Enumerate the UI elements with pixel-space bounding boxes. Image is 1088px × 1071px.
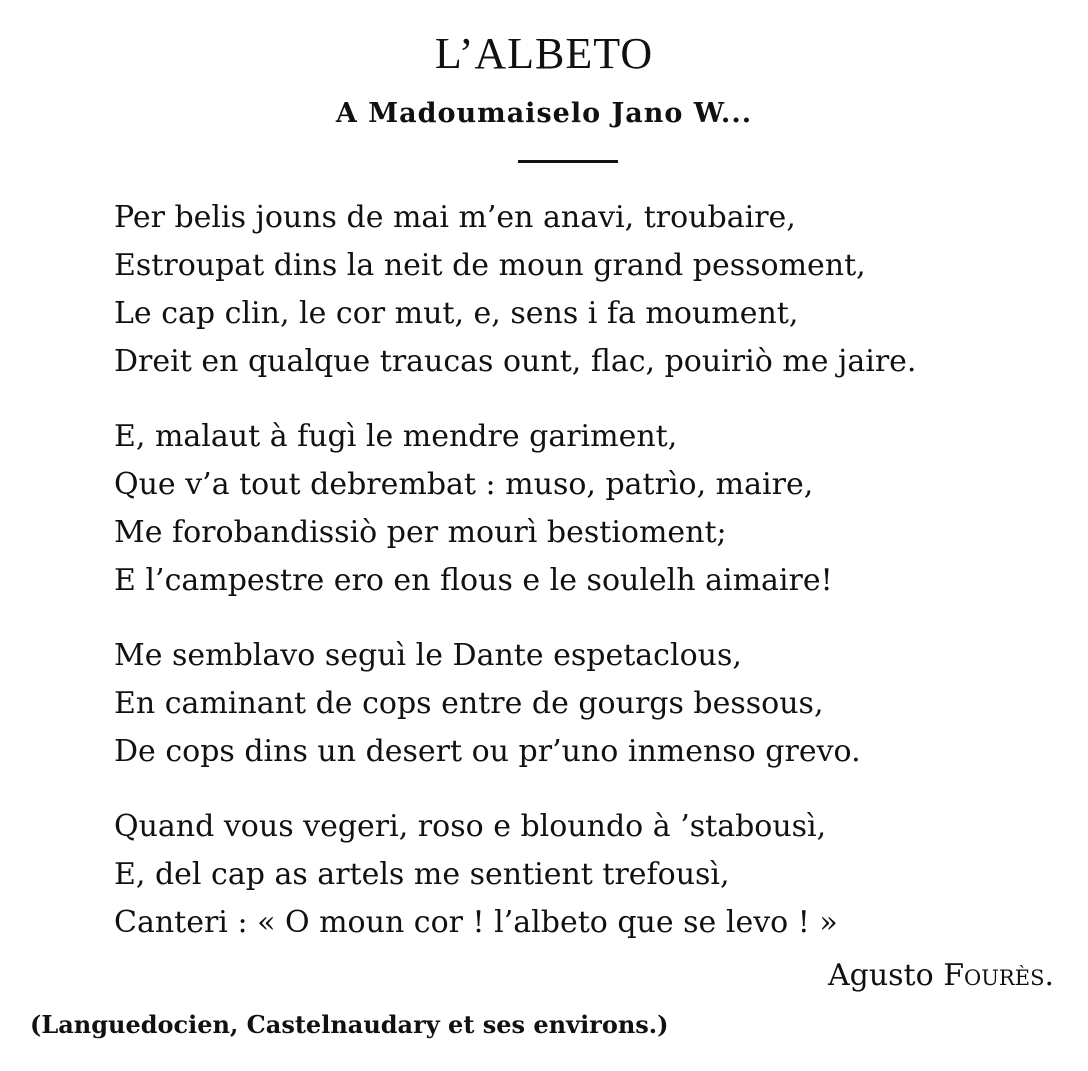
verse-line: Me semblavo seguì le Dante espetaclous, bbox=[114, 638, 742, 673]
verse-line: Le cap clin, le cor mut, e, sens i fa moument, bbox=[114, 296, 799, 331]
stanza-2 bbox=[114, 413, 1074, 605]
verse-line: Me forobandissiò per mourì bestioment; bbox=[114, 515, 727, 550]
poem-body bbox=[114, 194, 1074, 974]
verse-line: Per belis jouns de mai m’en anavi, troubaire, bbox=[114, 200, 796, 235]
stanza-4 bbox=[114, 803, 1074, 947]
verse-line: E, del cap as artels me sentient trefousì, bbox=[114, 857, 730, 892]
title-divider bbox=[518, 160, 618, 163]
poem-title: L’ALBETO bbox=[434, 29, 654, 78]
verse-line: Dreit en qualque traucas ount, flac, pouiriò me jaire. bbox=[114, 344, 917, 379]
author-last-name: Fourès. bbox=[943, 958, 1054, 993]
verse-line: Canteri : « O moun cor ! l’albeto que se levo ! » bbox=[114, 905, 838, 940]
verse-line: E, malaut à fugì le mendre gariment, bbox=[114, 419, 678, 454]
verse-line: De cops dins un desert ou pr’uno inmenso grevo. bbox=[114, 734, 861, 769]
verse-line: Estroupat dins la neit de moun grand pessoment, bbox=[114, 248, 866, 283]
verse-line: Que v’a tout debrembat : muso, patrìo, maire, bbox=[114, 467, 814, 502]
stanza-1 bbox=[114, 194, 1074, 386]
author-signature bbox=[828, 958, 1054, 993]
poem-dedication: A Madoumaiselo Jano W... bbox=[335, 98, 753, 129]
author-first-name: Agusto bbox=[827, 958, 934, 993]
dialect-region-note: (Languedocien, Castelnaudary et ses environs.) bbox=[30, 1010, 669, 1039]
verse-line: En caminant de cops entre de gourgs bessous, bbox=[114, 686, 824, 721]
verse-line: Quand vous vegeri, roso e bloundo à ’stabousì, bbox=[114, 809, 827, 844]
stanza-3 bbox=[114, 632, 1074, 776]
verse-line: E l’campestre ero en flous e le soulelh aimaire! bbox=[114, 563, 833, 598]
